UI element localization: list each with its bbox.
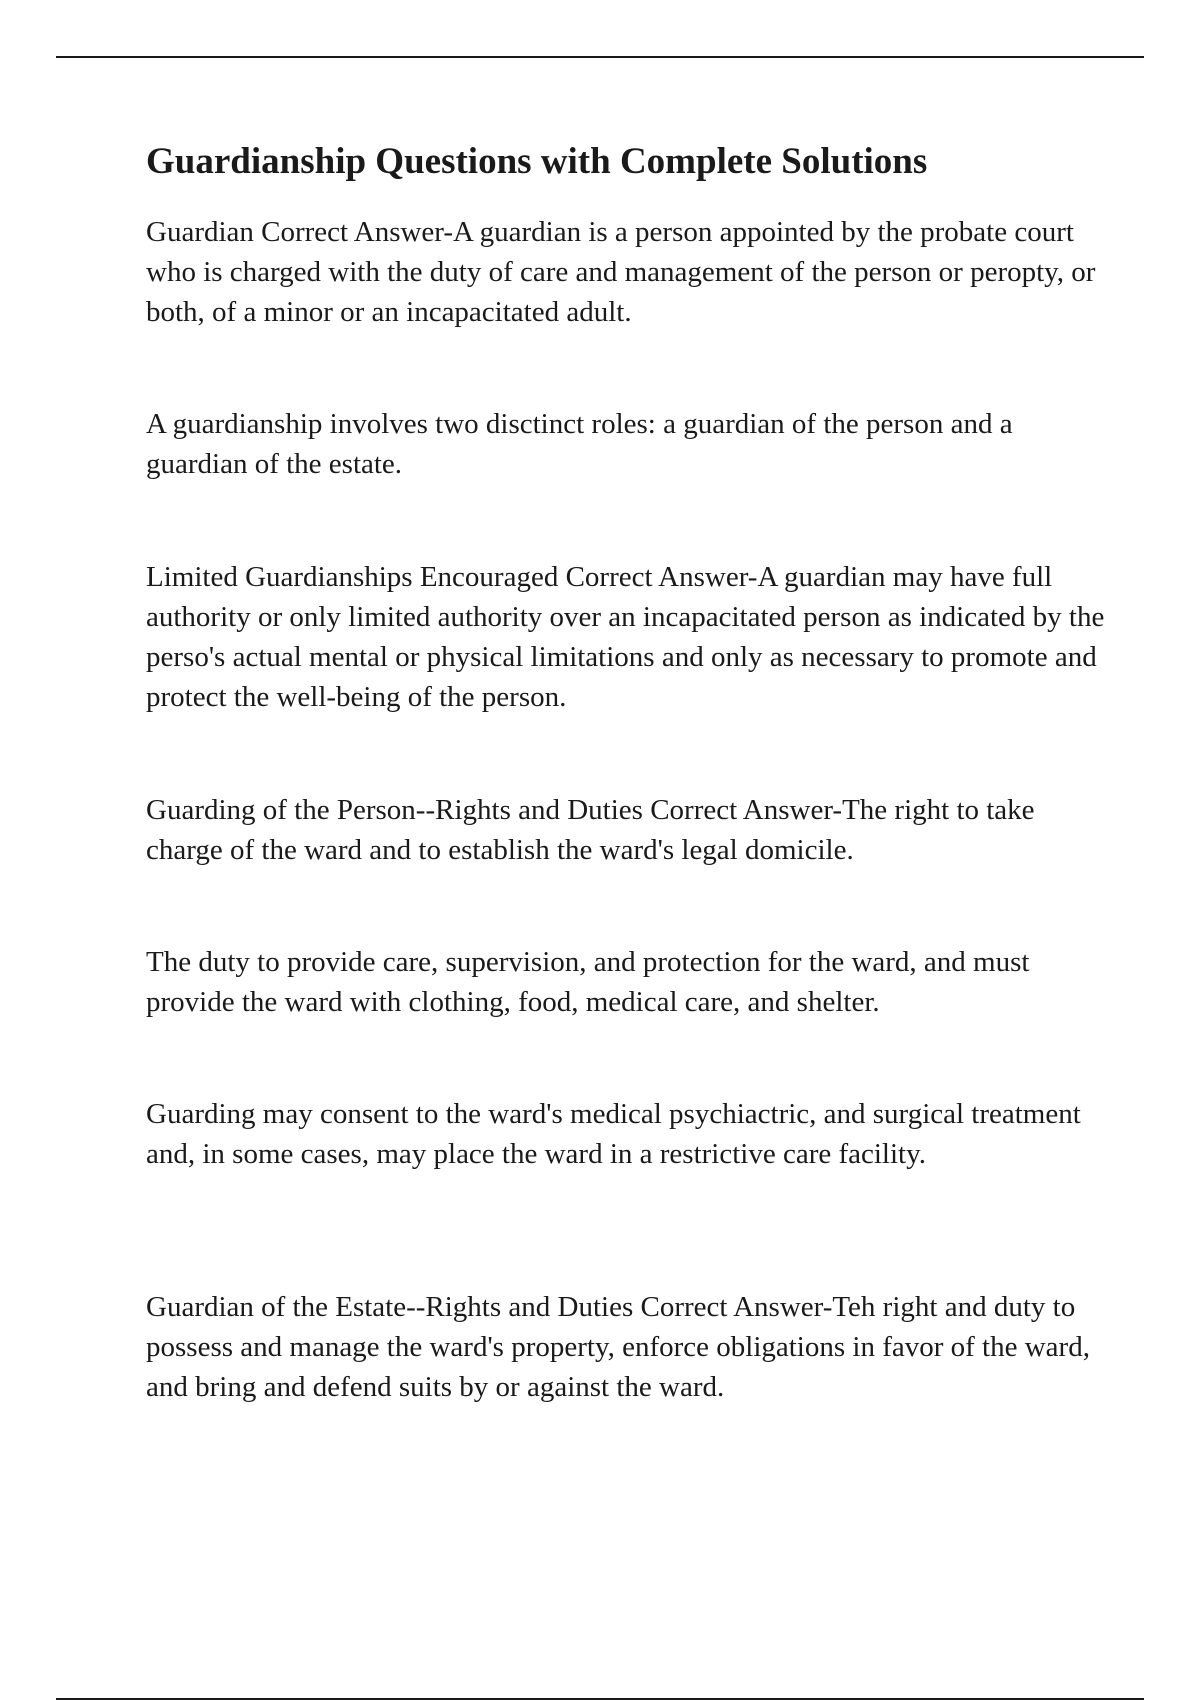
document-title: Guardianship Questions with Complete Solutions: [146, 141, 928, 182]
top-rule: [56, 56, 1144, 58]
document-body: [146, 140, 1106, 1403]
paragraph-estate-rights-duties: Guardian of the Estate--Rights and Duties Correct Answer-Teh right and duty to possess and manage the ward's property, enforce obligations in favor of the ward, and bring and defend suits by or against the ward.: [146, 1291, 1090, 1403]
paragraph-duty-to-provide-care: The duty to provide care, supervision, and protection for the ward, and must provide the ward with clothing, food, medical care, and shelter.: [146, 946, 1030, 1018]
paragraph-person-rights-duties: Guarding of the Person--Rights and Duties Correct Answer-The right to take charge of the ward and to establish the ward's legal domicile.: [146, 794, 1035, 866]
paragraph-medical-consent: Guarding may consent to the ward's medical psychiactric, and surgical treatment and, in some cases, may place the ward in a restrictive care facility.: [146, 1098, 1081, 1170]
paragraph-guardian-definition: Guardian Correct Answer-A guardian is a person appointed by the probate court who is charged with the duty of care and management of the person or peropty, or both, of a minor or an incapacitated adult.: [146, 216, 1096, 328]
paragraph-limited-guardianships: Limited Guardianships Encouraged Correct Answer-A guardian may have full authority or only limited authority over an incapacitated person as indicated by the perso's actual mental or physical limitations and only as necessary to promote and protect the well-being of the person.: [146, 561, 1105, 713]
paragraph-two-roles: A guardianship involves two disctinct roles: a guardian of the person and a guardian of the estate.: [146, 408, 1013, 480]
